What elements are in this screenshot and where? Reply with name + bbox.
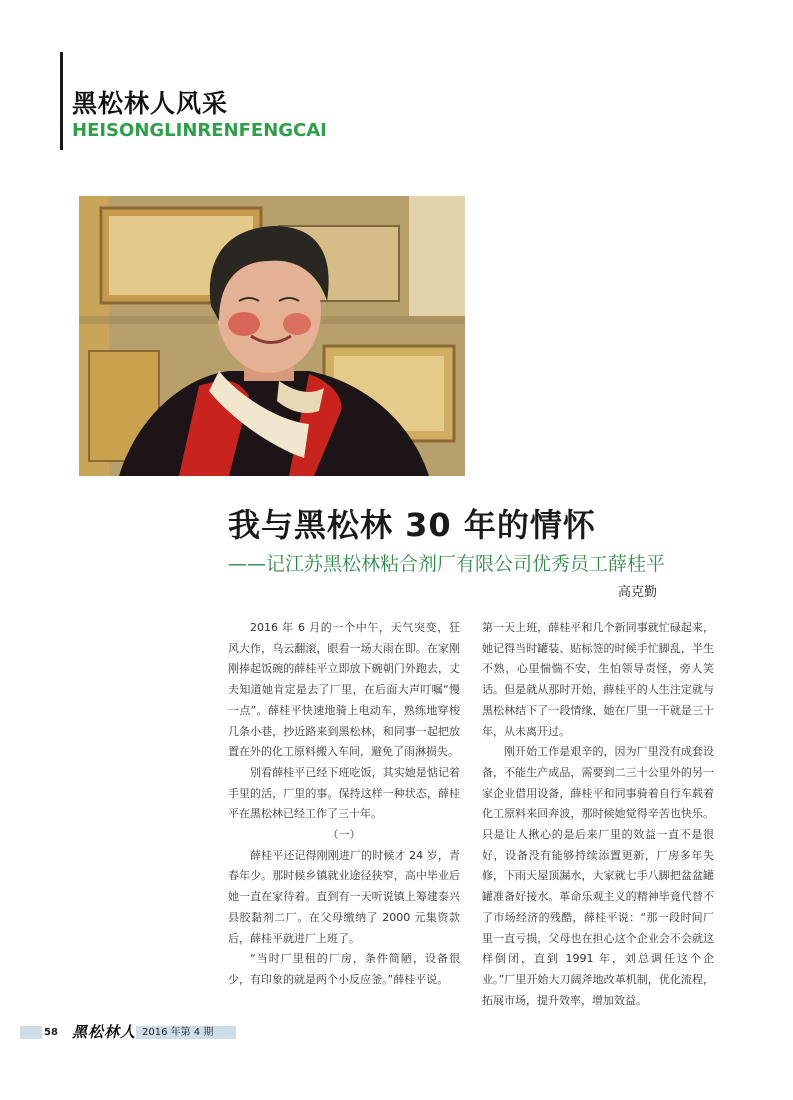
page-number: 58 xyxy=(44,1027,58,1038)
page-number-box xyxy=(20,1026,42,1039)
portrait-illustration xyxy=(79,196,465,476)
paragraph: 刚开始工作是艰辛的，因为厂里没有成套设备，不能生产成品，需要到二三十公里外的另一家企业借用设备，薛桂平和同事骑着自行车载着化工原料来回奔波，那时候她觉得辛苦也快乐。只是让人揪心的是后来厂里的效益一直不是很好，设备没有能够持续添置更新，厂房多年失修，下雨天屋顶漏水，大家就七手八脚把盆盆罐罐准备好接水。革命乐观主义的精神毕竟代替不了市场经济的残酷，薛桂平说：“那一段时间厂里一直亏损，父母也在担心这个企业会不会就这样倒闭，直到 1991 年，刘总调任这个企业。”厂里开始大刀阔斧地改革机制，优化流程，拓展市场，提升效率，增加效益。 xyxy=(482,745,714,1007)
paragraph: “当时厂里租的厂房，条件简陋，设备很少，有印象的就是两个小反应釜。”薛桂平说。 xyxy=(228,952,460,986)
section-heading: （一） xyxy=(327,828,361,842)
section-subtitle: HEISONGLINRENFENGCAI xyxy=(72,120,327,141)
paragraph: 2016 年 6 月的一个中午，天气突变，狂风大作，乌云翻滚，眼看一场大雨在即。在家刚刚捧起饭碗的薛桂平立即放下碗朝门外跑去，丈夫知道她肯定是去了厂里，在后面大声叮嘱“慢一点”。薛桂平快速地骑上电动车，熟练地穿梭几条小巷，抄近路来到黑松林，和同事一起把放置在外的化工原料搬入车间，避免了雨淋损失。 xyxy=(228,621,460,759)
paragraph: 别看薛桂平已经下班吃饭，其实她是惦记着手里的活，厂里的事。保持这样一种状态，薛桂平在黑松林已经工作了三十年。 xyxy=(228,765,460,821)
issue-label: 2016 年第 4 期 xyxy=(142,1027,214,1038)
paragraph: 薛桂平还记得刚刚进厂的时候才 24 岁，青春年少。那时候乡镇就业途径狭窄，高中毕业后她一直在家待着。直到有一天听说镇上筹建泰兴县胶黏剂二厂。在父母缴纳了 2000 元集资款后，薛桂平就进厂上班了。 xyxy=(228,848,460,945)
magazine-logo: 黑松林人 xyxy=(72,1023,137,1041)
right-column xyxy=(482,618,714,1011)
section-title: 黑松林人风采 xyxy=(72,89,229,118)
portrait-photo xyxy=(79,196,465,476)
article-subtitle: ——记江苏黑松林粘合剂厂有限公司优秀员工薛桂平 xyxy=(228,553,666,575)
page-footer xyxy=(20,1023,232,1041)
article-title: 我与黑松林 30 年的情怀 xyxy=(228,506,596,544)
left-column xyxy=(228,618,460,991)
article-author: 高克勤 xyxy=(618,585,658,600)
paragraph-continued: 第一天上班，薛桂平和几个新同事就忙碌起来，她记得当时罐装、贴标签的时候手忙脚乱，半生不熟，心里惴惴不安，生怕领导责怪，旁人笑话。但是就从那时开始，薛桂平的人生注定就与黑松林结下了一段情缘，她在厂里一干就是三十年，从未离开过。 xyxy=(482,621,714,738)
section-bar xyxy=(60,52,63,150)
